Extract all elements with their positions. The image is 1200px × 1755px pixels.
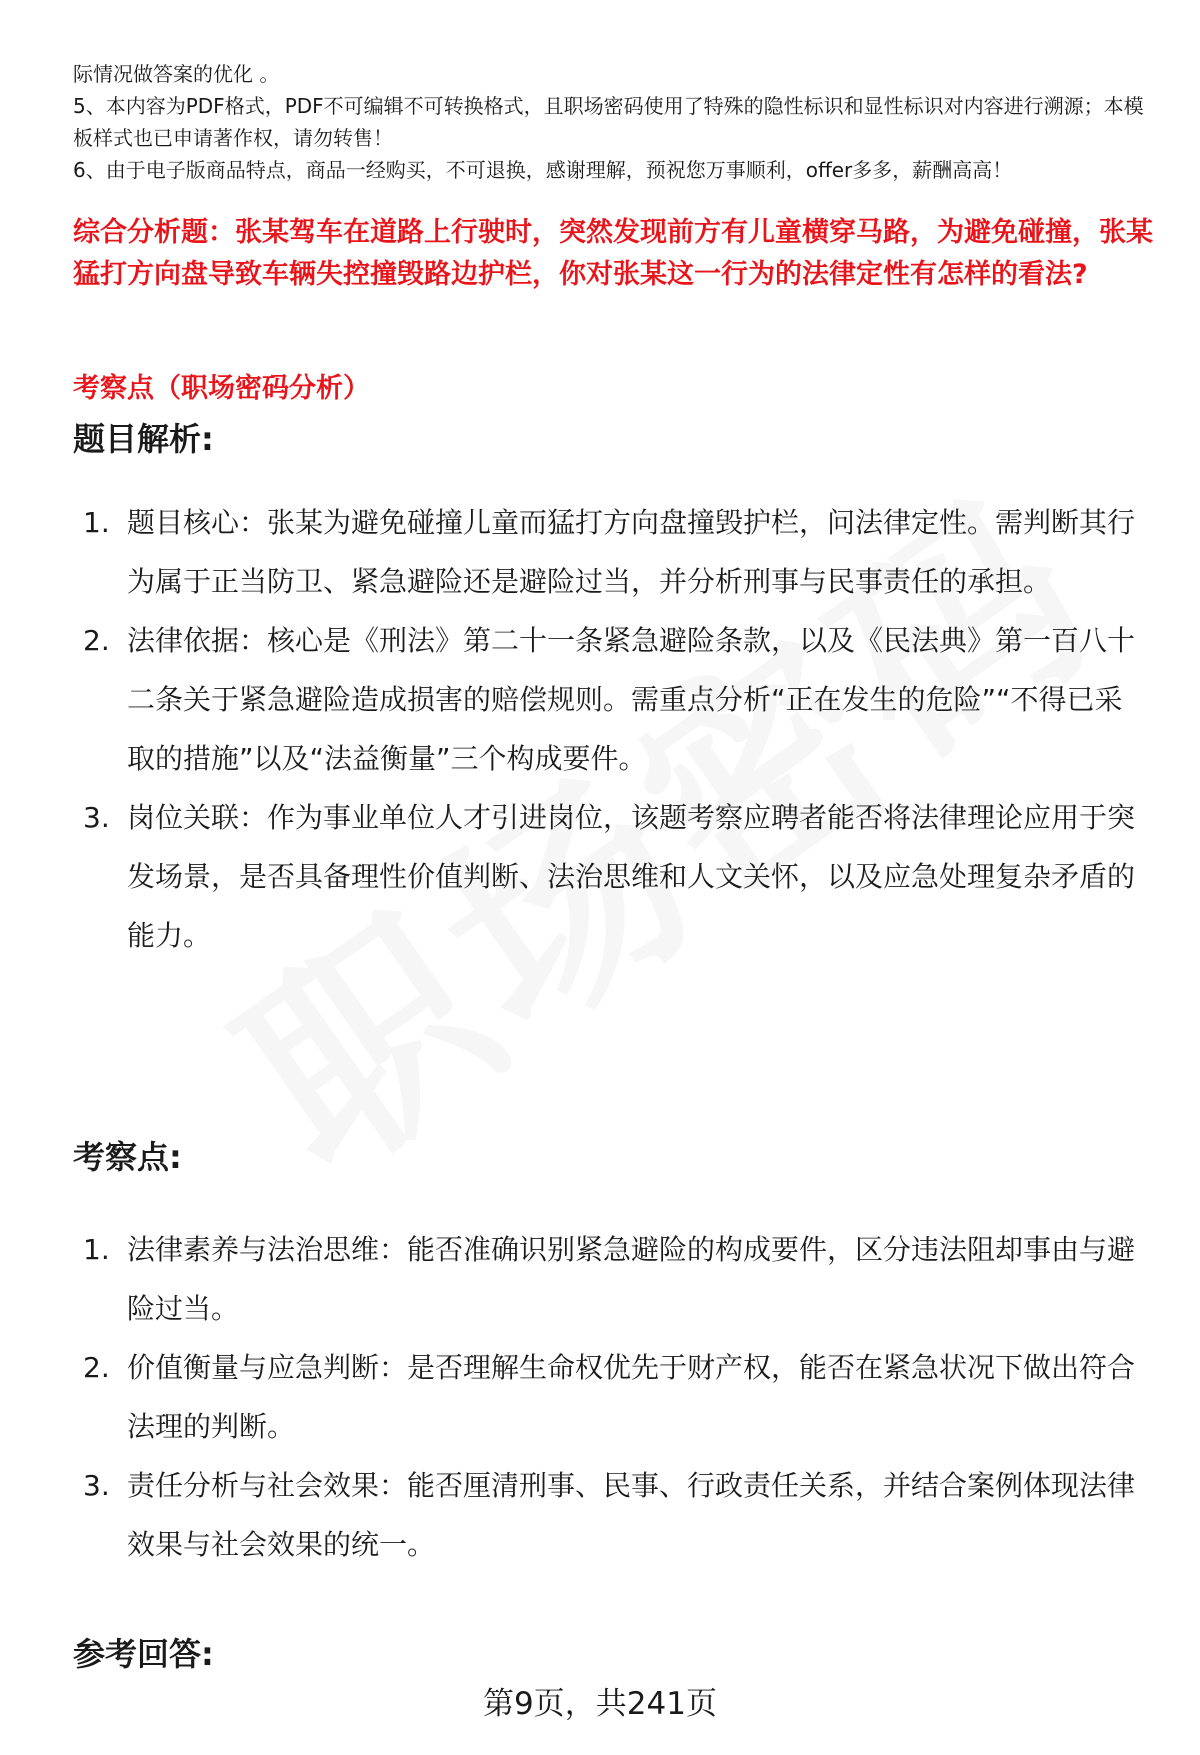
- page-footer: 第9页，共241页: [483, 1686, 717, 1722]
- list-text: 价值衡量与应急判断：是否理解生命权优先于财产权，能否在紧急状况下做出符合法理的判断。: [127, 1351, 1136, 1443]
- list-number: 1.: [83, 1233, 110, 1266]
- list-item: [83, 788, 1143, 965]
- list-number: 3.: [83, 1469, 110, 1502]
- note-line: 6、由于电子版商品特点，商品一经购买，不可退换，感谢理解，预祝您万事顺利，offer多多，薪酬高高！: [73, 158, 1013, 182]
- analysis-title: 题目解析:: [73, 420, 214, 458]
- list-text: 题目核心：张某为避免碰撞儿童而猛打方向盘撞毁护栏，问法律定性。需判断其行为属于正当防卫、紧急避险还是避险过当，并分析刑事与民事责任的承担。: [127, 506, 1136, 598]
- list-text: 责任分析与社会效果：能否厘清刑事、民事、行政责任关系，并结合案例体现法律效果与社会效果的统一。: [127, 1469, 1136, 1561]
- answer-title: 参考回答:: [73, 1635, 214, 1673]
- note-line: 5、本内容为PDF格式，PDF不可编辑不可转换格式，且职场密码使用了特殊的隐性标识和显性标识对内容进行溯源；本模板样式也已申请著作权，请勿转售！: [73, 94, 1144, 150]
- kaocha-heading: 考察点（职场密码分析）: [73, 373, 370, 404]
- list-number: 1.: [83, 506, 110, 539]
- list-item: [83, 1220, 1143, 1338]
- list-item: [83, 611, 1143, 788]
- list-text: 法律素养与法治思维：能否准确识别紧急避险的构成要件，区分违法阻却事由与避险过当。: [127, 1233, 1136, 1325]
- list-item: [83, 1338, 1143, 1456]
- note-line: 际情况做答案的优化 。: [73, 62, 280, 86]
- list-number: 3.: [83, 801, 110, 834]
- list-text: 法律依据：核心是《刑法》第二十一条紧急避险条款，以及《民法典》第一百八十二条关于紧急避险造成损害的赔偿规则。需重点分析“正在发生的危险”“不得已采取的措施”以及“法益衡量”三个构成要件。: [127, 624, 1136, 775]
- list-number: 2.: [83, 624, 110, 657]
- points-list: [83, 1220, 1143, 1574]
- list-item: [83, 493, 1143, 611]
- list-item: [83, 1456, 1143, 1574]
- analysis-list: [83, 493, 1143, 965]
- notes-block: [73, 58, 1163, 186]
- list-text: 岗位关联：作为事业单位人才引进岗位，该题考察应聘者能否将法律理论应用于突发场景，是否具备理性价值判断、法治思维和人文关怀，以及应急处理复杂矛盾的能力。: [127, 801, 1136, 952]
- list-number: 2.: [83, 1351, 110, 1384]
- points-title: 考察点:: [73, 1138, 182, 1176]
- question-text: 综合分析题：张某驾车在道路上行驶时，突然发现前方有儿童横穿马路，为避免碰撞，张某猛打方向盘导致车辆失控撞毁路边护栏，你对张某这一行为的法律定性有怎样的看法?: [73, 217, 1153, 290]
